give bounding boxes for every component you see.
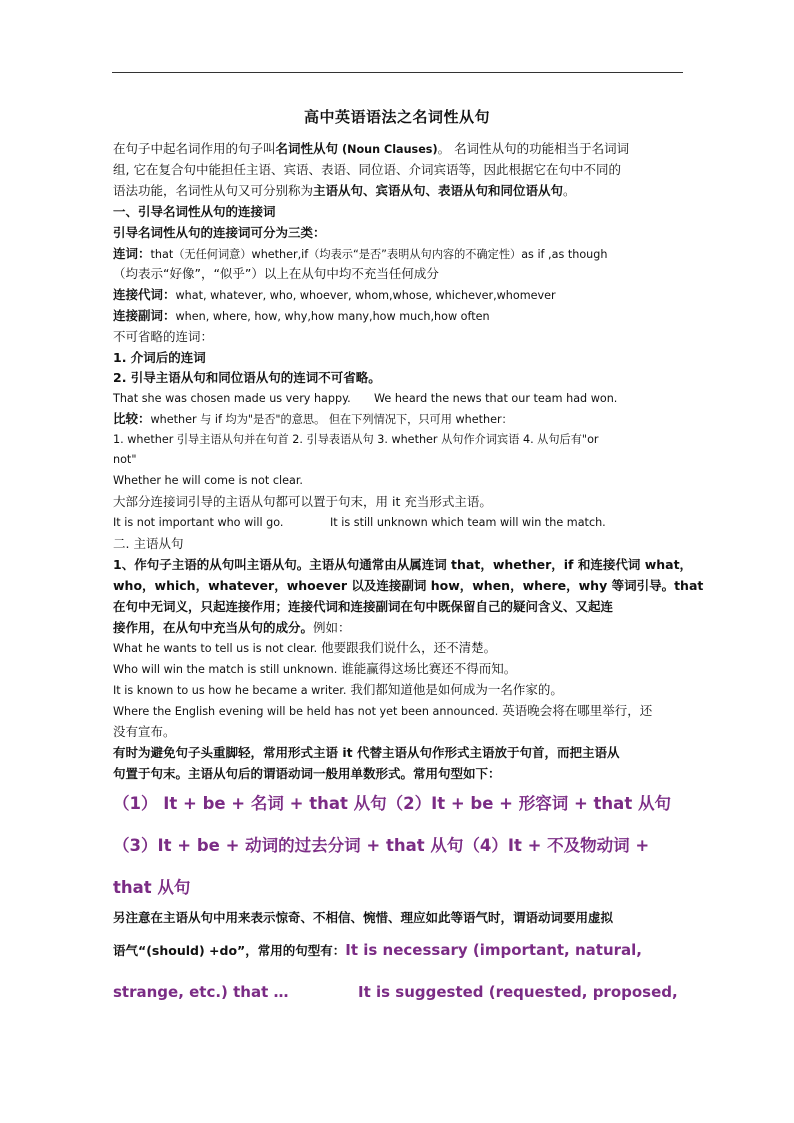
intro-line-1	[113, 140, 629, 158]
adv-line	[113, 307, 490, 325]
s2-rule-2: 句置于句末。主语从句后的谓语动词一般用单数形式。常用句型如下：	[113, 766, 501, 781]
s2-example-4-cont: 没有宣布。	[113, 724, 176, 739]
point-2: 2. 引导主语从句和同位语从句的连词不可省略。	[113, 370, 381, 385]
section-2-heading: 二. 主语从句	[113, 536, 184, 551]
example-3b: It is still unknown which team will win the match.	[330, 516, 606, 529]
intro-line-2: 组, 它在复合句中能担任主语、宾语、表语、同位语、介词宾语等，因此根据它在句中不同的	[113, 162, 621, 177]
s2-example-1-en: What he wants to tell us is not clear.	[113, 642, 318, 655]
subjunctive-line-3b: It is suggested (requested, proposed,	[358, 983, 678, 1001]
intro-term-en: (Noun Clauses)	[342, 143, 438, 156]
nonomit-line: 不可省略的连词：	[113, 329, 214, 344]
intro-term: 名词性从句	[275, 141, 339, 156]
section-1-sub: 引导名词性从句的连接词可分为三类：	[113, 225, 326, 240]
s2-bold-2: who，which，whatever，whoever 以及连接副词 how，when，where，why 等词引导。that	[113, 578, 704, 593]
s2-example-4-cn: 英语晚会将在哪里举行，还	[498, 703, 653, 718]
subjunctive-lead: 语气“(should) +do”，常用的句型有：	[113, 943, 346, 958]
adv-text: when, where, how, why,how many,how much,how often	[175, 310, 490, 323]
pron-line	[113, 286, 556, 304]
example-1b: We heard the news that our team had won.	[374, 392, 618, 405]
s2-example-lead: 例如：	[313, 620, 351, 635]
pron-label: 连接代词：	[113, 287, 176, 302]
subjunctive-line-1: 另注意在主语从句中用来表示惊奇、不相信、惋惜、理应如此等语气时，谓语动词要用虚拟	[113, 910, 614, 925]
intro-line-3	[113, 182, 576, 199]
s2-example-1	[113, 639, 496, 657]
s2-bold-3: 在句中无词义，只起连接作用；连接代词和连接副词在句中既保留自己的疑问含义、又起连	[113, 599, 614, 614]
intro-period: 。	[563, 183, 576, 198]
pattern-line-2: （3）It + be + 动词的过去分词 + that 从句（4）It + 不及物动词 +	[113, 836, 650, 855]
pron-text: what, whatever, who, whoever, whom,whose, whichever,whomever	[175, 289, 556, 302]
s2-example-3	[113, 681, 563, 699]
compare-line	[113, 410, 513, 428]
conj-label: 连词：	[113, 246, 151, 261]
subjunctive-line-2	[113, 938, 642, 963]
compare-list: 1. whether 引导主语从句并在句首 2. 引导表语从句 3. whether 从句作介词宾语 4. 从句后有"or	[113, 433, 599, 446]
s2-bold-4	[113, 619, 351, 636]
conj-text: that（无任何词意）whether,if（均表示“是否”表明从句内容的不确定性）as if ,as though	[150, 248, 608, 261]
page-title: 高中英语语法之名词性从句	[303, 108, 490, 126]
example-3a: It is not important who will go.	[113, 516, 284, 529]
s2-rule-1: 有时为避免句子头重脚轻，常用形式主语 it 代替主语从句作形式主语放于句首，而把主语从	[113, 745, 620, 760]
intro-text: 在句子中起名词作用的句子叫	[113, 141, 276, 156]
s2-example-3-cn: 我们都知道他是如何成为一名作家的。	[346, 682, 563, 697]
example-2: Whether he will come is not clear.	[113, 474, 303, 487]
compare-list-2: not"	[113, 453, 137, 466]
s2-bold-1: 1、作句子主语的从句叫主语从句。主语从句通常由从属连词 that，whether，if 和连接代词 what，	[113, 557, 693, 572]
example-1a: That she was chosen made us very happy.	[113, 392, 351, 405]
s2-example-3-en: It is known to us how he became a writer.	[113, 684, 347, 697]
s2-example-4-en: Where the English evening will be held has not yet been announced.	[113, 705, 499, 718]
conj-line-2: （均表示“好像”，“似乎”）以上在从句中均不充当任何成分	[113, 266, 439, 281]
s2-example-2-en: Who will win the match is still unknown.	[113, 663, 338, 676]
compare-text: whether 与 if 均为"是否"的意思。 但在下列情况下，只可用 whether：	[150, 413, 513, 426]
s2-bold-4a: 接作用，在从句中充当从句的成分。	[113, 620, 314, 635]
s2-example-2-cn: 谁能赢得这场比赛还不得而知。	[337, 661, 517, 676]
point-1: 1. 介词后的连词	[113, 350, 206, 365]
adv-label: 连接副词：	[113, 308, 176, 323]
s2-example-1-cn: 他要跟我们说什么，还不清楚。	[317, 640, 497, 655]
s2-example-4	[113, 702, 652, 720]
intro-clause-types: 主语从句、宾语从句、表语从句和同位语从句	[313, 183, 564, 198]
subjunctive-line-3a: strange, etc.) that …	[113, 983, 289, 1001]
pattern-line-1: （1） It + be + 名词 + that 从句（2）It + be + 形容词 + that 从句	[113, 794, 671, 813]
intro-text-3: 语法功能，名词性从句又可分别称为	[113, 183, 314, 198]
pattern-line-3: that 从句	[113, 878, 191, 897]
s2-example-2	[113, 660, 516, 678]
compare-label: 比较：	[113, 411, 151, 426]
header-rule	[112, 72, 683, 73]
intro-text-2: 。 名词性从句的功能相当于名词词	[437, 141, 630, 156]
section-1-heading: 一、引导名词性从句的连接词	[113, 204, 276, 219]
conj-line	[113, 245, 607, 263]
subjunctive-pattern-1: It is necessary (important, natural,	[345, 941, 642, 959]
note-line: 大部分连接词引导的主语从句都可以置于句末，用 it 充当形式主语。	[113, 494, 492, 509]
